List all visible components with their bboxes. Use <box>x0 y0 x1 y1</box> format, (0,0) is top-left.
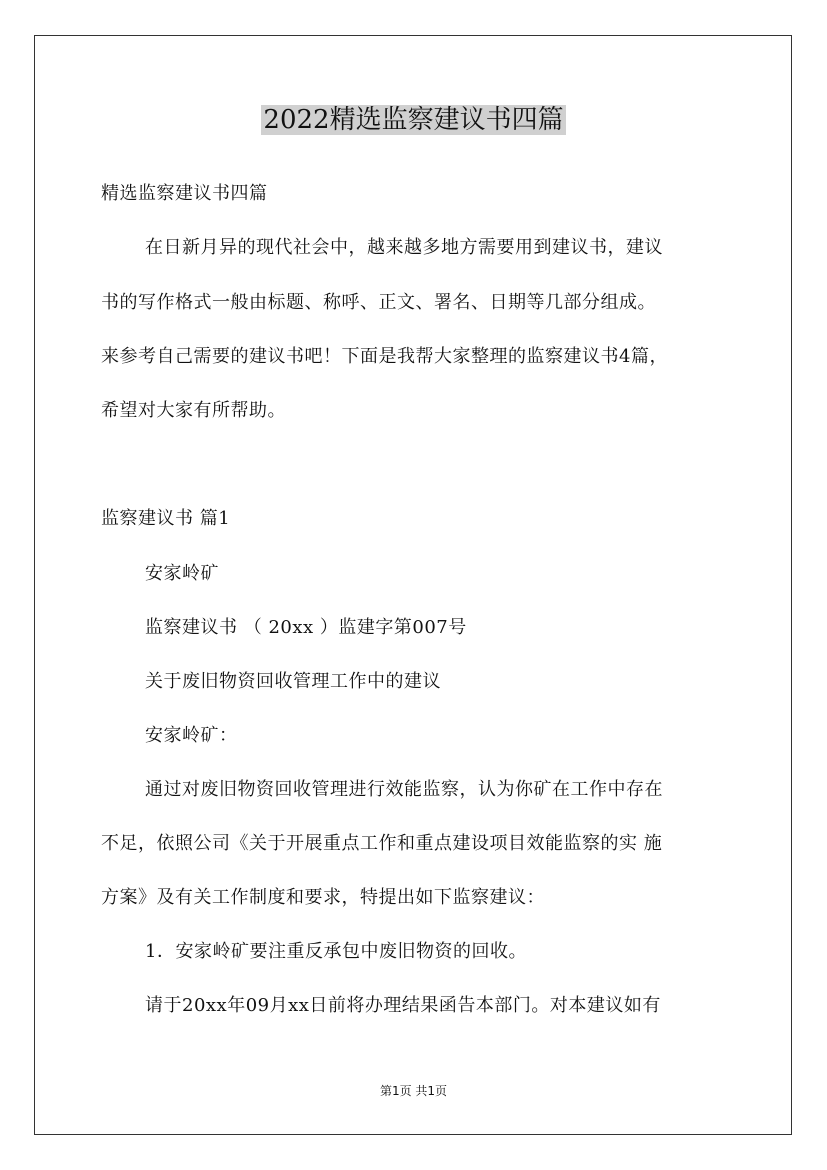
document-title-text: 2022精选监察建议书四篇 <box>263 105 564 135</box>
recipient-line: 安家岭矿 <box>145 563 219 584</box>
document-title <box>0 100 827 140</box>
section-heading: 监察建议书 篇1 <box>101 508 231 529</box>
intro-line-4: 希望对大家有所帮助。 <box>101 400 286 421</box>
document-subtitle: 精选监察建议书四篇 <box>101 183 268 204</box>
body-line-3: 方案》及有关工作制度和要求，特提出如下监察建议： <box>101 887 545 908</box>
body-line-2: 不足，依照公司《关于开展重点工作和重点建设项目效能监察的实 施 <box>101 833 663 854</box>
salutation-line: 安家岭矿： <box>145 725 238 746</box>
intro-line-3: 来参考自己需要的建议书吧！下面是我帮大家整理的监察建议书4篇， <box>101 346 668 367</box>
document-number-line: 监察建议书 （ 20xx ）监建字第007号 <box>145 617 467 638</box>
body-line-1: 通过对废旧物资回收管理进行效能监察，认为你矿在工作中存在 <box>145 779 663 800</box>
subject-line: 关于废旧物资回收管理工作中的建议 <box>145 671 441 692</box>
intro-line-1: 在日新月异的现代社会中，越来越多地方需要用到建议书，建议 <box>145 237 663 258</box>
page-footer: 第1页 共1页 <box>379 1084 448 1098</box>
intro-line-2: 书的写作格式一般由标题、称呼、正文、署名、日期等几部分组成。 <box>101 292 656 313</box>
closing-line: 请于20xx年09月xx日前将办理结果函告本部门。对本建议如有 <box>145 995 661 1016</box>
numbered-item: 1．安家岭矿要注重反承包中废旧物资的回收。 <box>145 941 527 962</box>
